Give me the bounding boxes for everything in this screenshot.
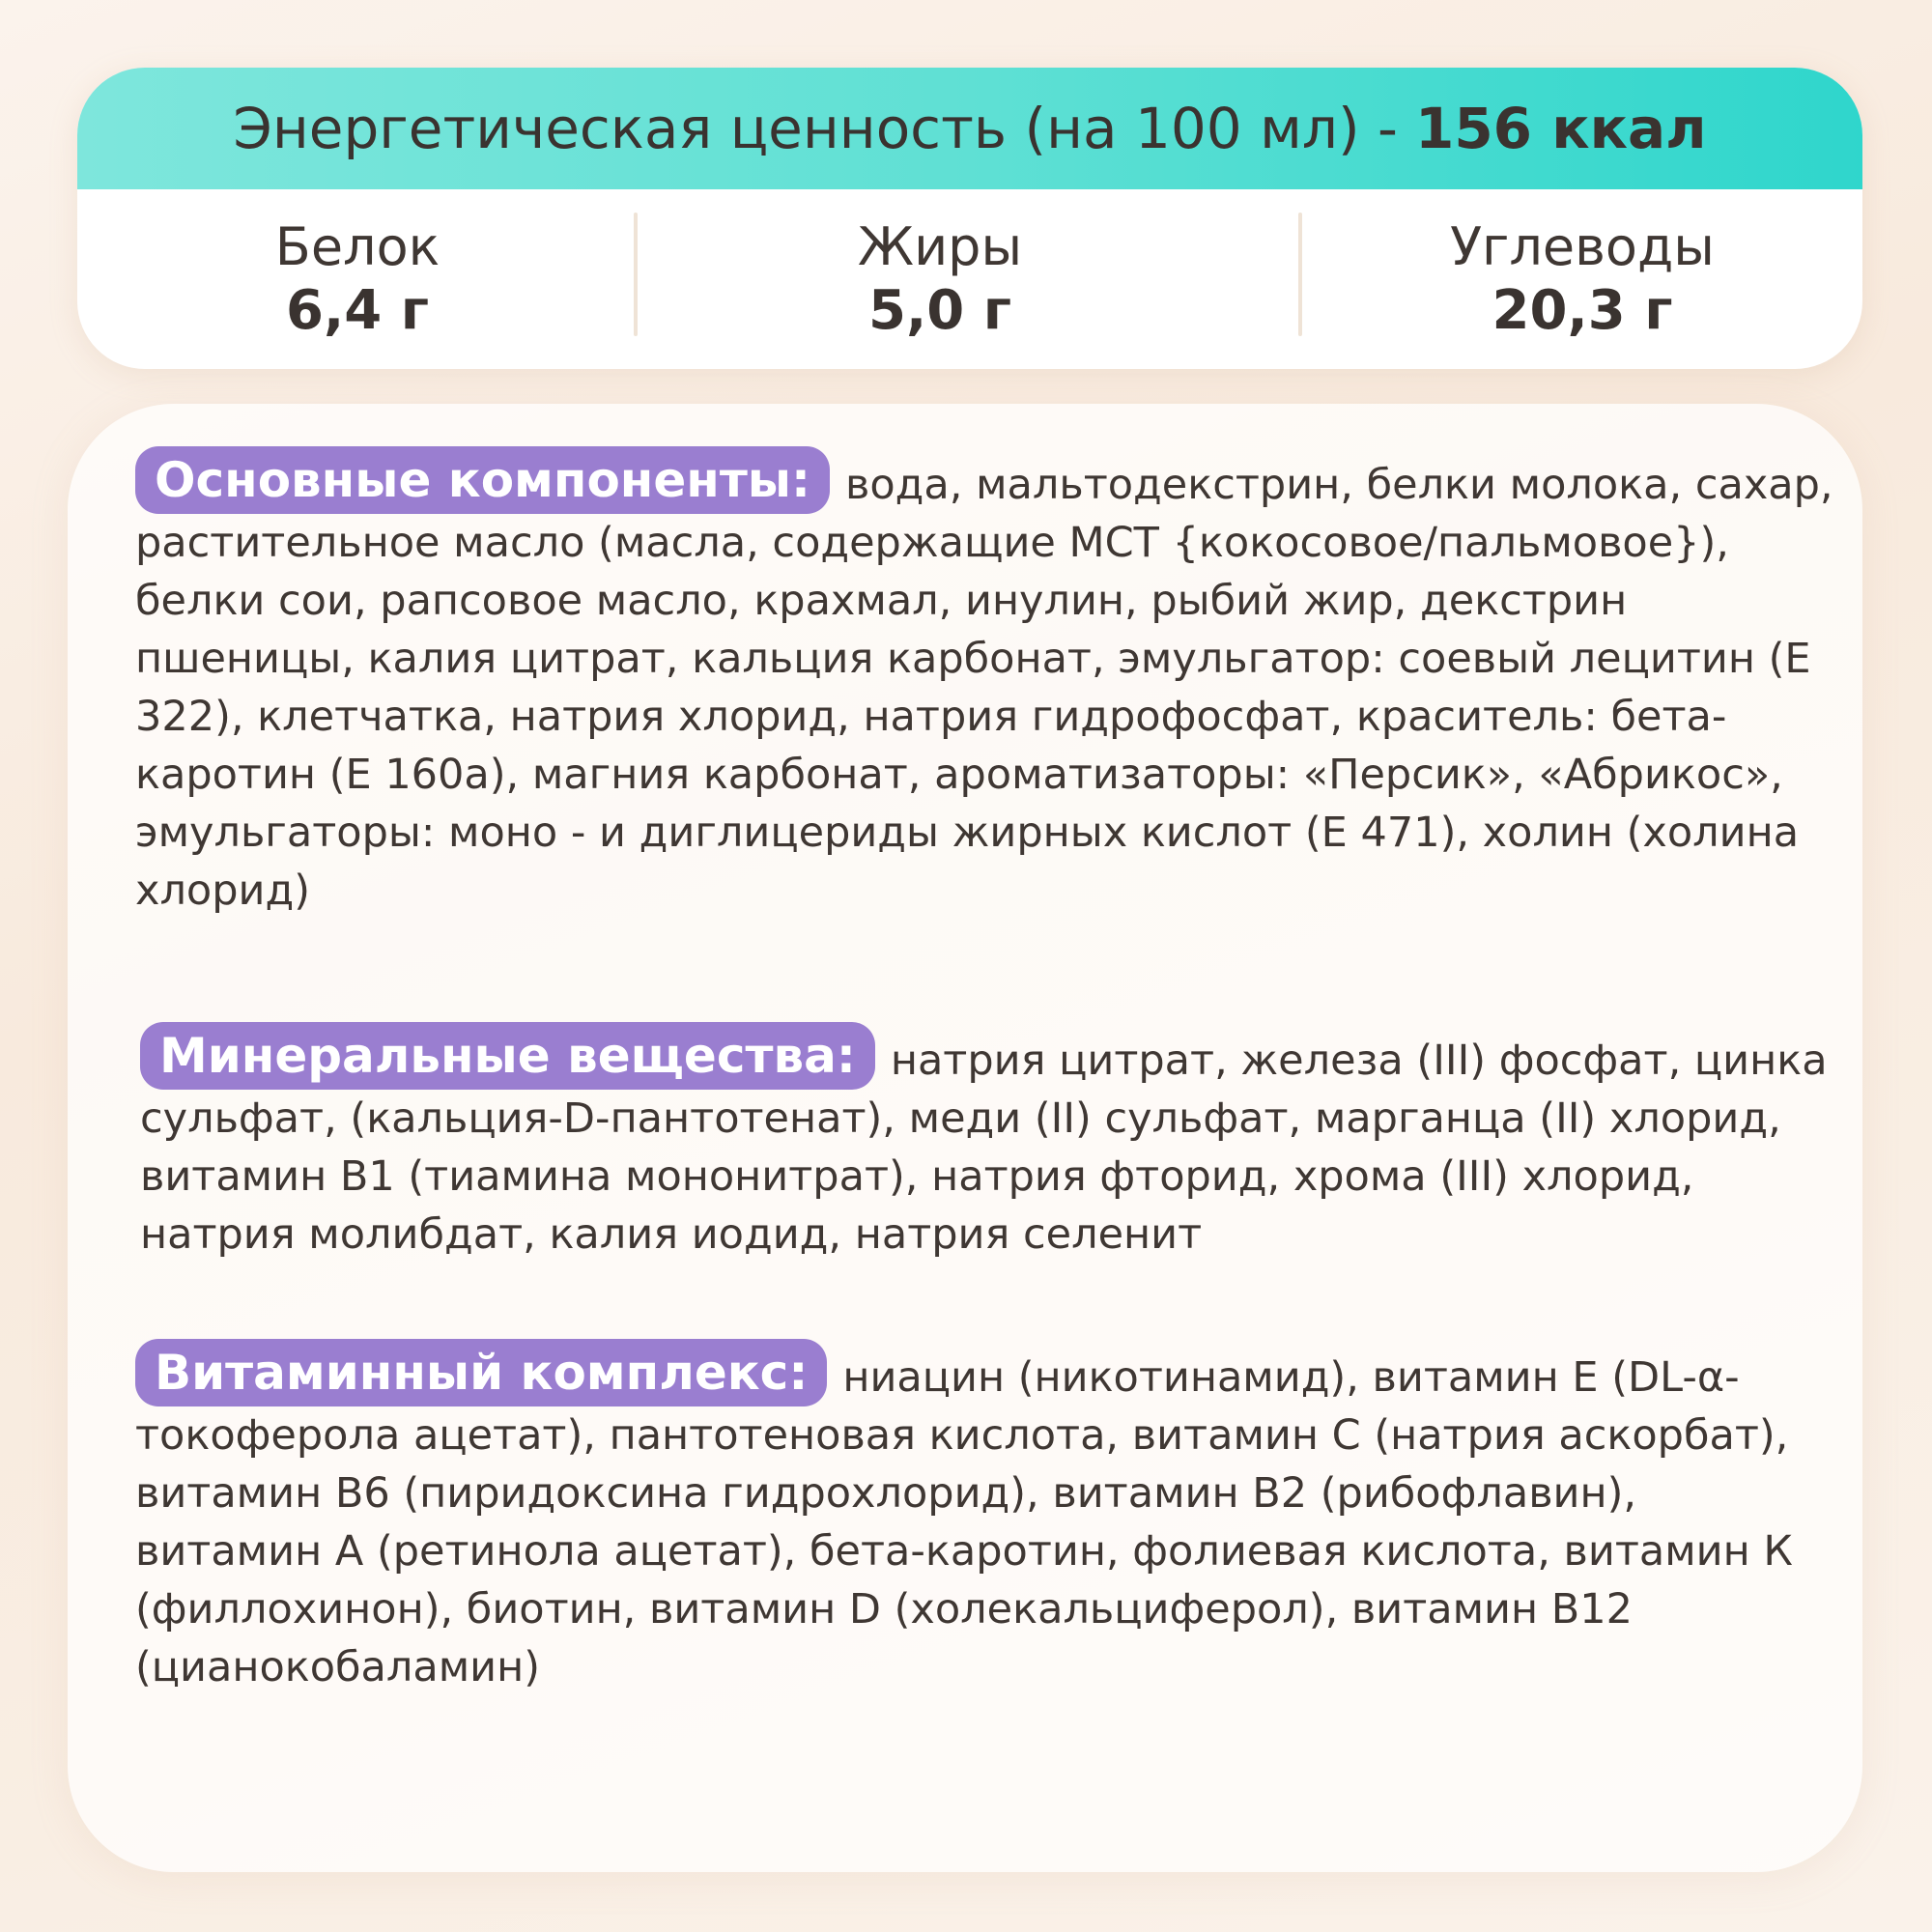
macro-protein-label: Белок <box>274 216 440 277</box>
energy-header <box>77 68 1862 189</box>
section-vitamins-text: ниацин (никотинамид), витамин Е (DL-α-токоферола ацетат), пантотеновая кислота, витамин С (натрия аскорбат), витамин В6 (пиридоксина гидрохлорид), витамин В2 (рибофлавин), витамин А (ретинола ацетат), бета-каротин, фолиевая кислота, витамин К (филлохинон), биотин, витамин D (холекальциферол), витамин В12 (цианокобаламин) <box>135 1353 1793 1691</box>
section-main-components <box>135 446 1835 920</box>
energy-title: Энергетическая ценность (на 100 мл) - <box>233 96 1398 161</box>
macros-row <box>77 189 1862 369</box>
section-minerals-title: Минеральные вещества: <box>140 1022 875 1090</box>
macro-fat <box>638 189 1242 369</box>
macro-carbs <box>1302 189 1862 369</box>
section-minerals <box>140 1022 1840 1264</box>
macro-carbs-label: Углеводы <box>1450 216 1715 277</box>
macro-protein <box>77 189 638 369</box>
section-main-title: Основные компоненты: <box>135 446 830 514</box>
macro-fat-value: 5,0 г <box>868 279 1011 342</box>
section-vitamins-title: Витаминный комплекс: <box>135 1339 827 1406</box>
macro-fat-label: Жиры <box>857 216 1023 277</box>
energy-card <box>77 68 1862 369</box>
section-main-text: вода, мальтодекстрин, белки молока, сахар, растительное масло (масла, содержащие МСТ {кокосовое/пальмовое}), белки сои, рапсовое масло, крахмал, инулин, рыбий жир, декстрин пшеницы, калия цитрат, кальция карбонат, эмульгатор: соевый лецитин (Е 322), клетчатка, натрия хлорид, натрия гидрофосфат, краситель: бета-каротин (Е 160а), магния карбонат, ароматизаторы: «Персик», «Абрикос», эмульгаторы: моно - и диглицериды жирных кислот (Е 471), холин (холина хлорид) <box>135 461 1833 915</box>
macro-protein-value: 6,4 г <box>286 279 429 342</box>
section-vitamins <box>135 1339 1835 1696</box>
section-minerals-text: натрия цитрат, железа (III) фосфат, цинка сульфат, (кальция-D-пантотенат), меди (II) сульфат, марганца (II) хлорид, витамин В1 (тиамина мононитрат), натрия фторид, хрома (III) хлорид, натрия молибдат, калия иодид, натрия селенит <box>140 1037 1828 1259</box>
energy-kcal: 156 ккал <box>1414 96 1707 161</box>
macro-carbs-value: 20,3 г <box>1492 279 1673 342</box>
